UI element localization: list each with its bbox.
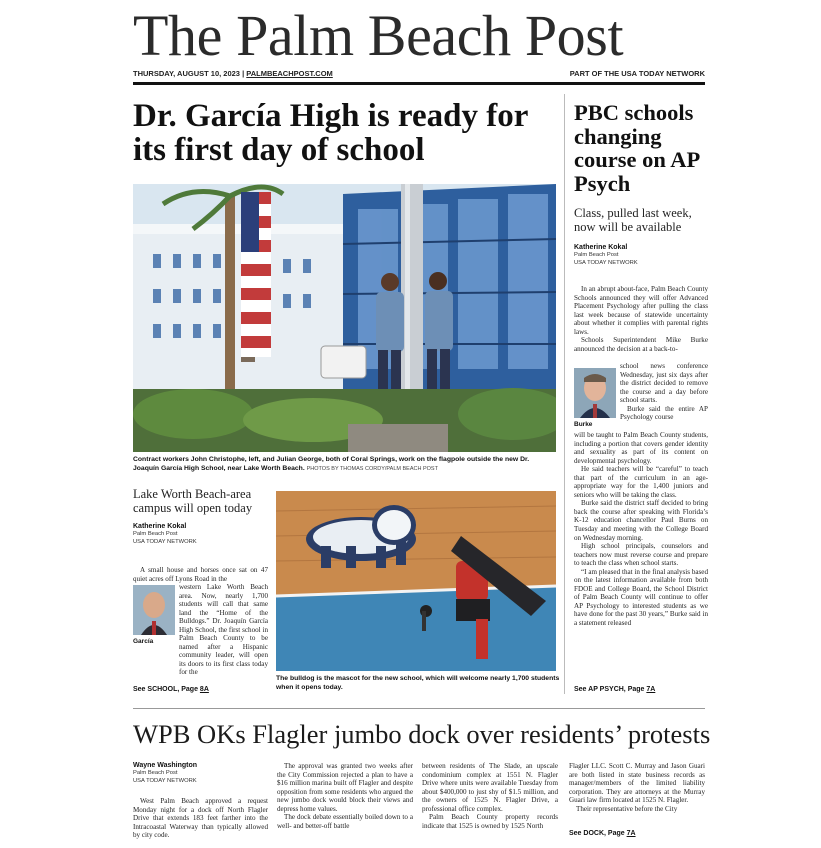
main-body-wrap: [179, 583, 268, 677]
side-body-p4: He said teachers will be “careful” to teach that part of the curriculum in an age-appropriate way for the 1,400 juniors and seniors who will be taking the class.: [574, 465, 708, 499]
appsych-jump-label: See AP PSYCH, Page: [574, 686, 645, 693]
side-deck: Class, pulled last week, now will be available: [574, 206, 692, 234]
side-body-p7: “I am pleased that in the final analysis based on the latest information available from both FDOE and College Board, the School District of Palm Beach County will continue to offer AP Psychology to interested students as we have done for the past 30 years,” Burke said in a statement released: [574, 567, 708, 628]
network-label: PART OF THE USA TODAY NETWORK: [569, 69, 705, 78]
dock-jump[interactable]: [569, 830, 636, 837]
main-photo-caption-text: Contract workers John Christophe, left, and Julian George, both of Coral Springs, work on the flagpole outside the new Dr. Joaquín García High School, near Lake Worth Beach.: [133, 456, 530, 472]
main-headline: Dr. García High is ready for its first day of school: [133, 98, 528, 168]
bottom-headline: WPB OKs Flagler jumbo dock over residents’ protests: [133, 719, 711, 749]
garcia-mugshot: [133, 585, 175, 635]
appsych-jump-page[interactable]: 7A: [646, 686, 656, 693]
main-subhead: Lake Worth Beach-area campus will open today: [133, 487, 253, 515]
bottom-byline-network: USA TODAY NETWORK: [133, 778, 197, 784]
site-link[interactable]: PALMBEACHPOST.COM: [246, 69, 333, 78]
side-headline: PBC schools changing course on AP Psych: [574, 100, 700, 196]
side-body-top: [574, 285, 708, 353]
main-body-continued: western Lake Worth Beach area. Now, nearly 1,700 students will call that same land the “Home of the Bulldogs.” Dr. Joaquín García High School, the first school in Palm Beach County to be named after a Hispanic community leader, will open its doors to its first class today for the: [179, 583, 268, 677]
school-jump-page[interactable]: 8A: [199, 686, 209, 693]
masthead-title: The Palm Beach Post: [133, 3, 624, 68]
side-byline-name: Katherine Kokal: [574, 244, 628, 251]
dock-jump-label: See DOCK, Page: [569, 830, 625, 837]
burke-mug-name: Burke: [574, 421, 593, 428]
bottom-col-2b: The dock debate essentially boiled down to a well- and better-off battle: [277, 813, 413, 830]
bulldog-photo-caption: The bulldog is the mascot for the new school, which will welcome nearly 1,700 students when it opens today.: [276, 675, 560, 691]
main-photo-caption: [133, 455, 556, 474]
bottom-col-2a: The approval was granted two weeks after the City Commission rejected a plan to have a $16 million marina built off Flagler and despite opposition from some residents who argued the new jumbo dock would block their views and depress home values.: [277, 762, 413, 813]
issue-date: THURSDAY, AUGUST 10, 2023: [133, 69, 240, 78]
side-byline-org: Palm Beach Post: [574, 252, 619, 258]
burke-portrait: [574, 368, 616, 418]
side-body-p1: In an abrupt about-face, Palm Beach County Schools announced they will offer Advanced Placement Psychology after pulling the class last week because of statewide uncertainty about whether it complies with parental rights laws.: [574, 285, 708, 336]
bottom-col-1: [133, 797, 268, 840]
side-body-bottom: [574, 431, 708, 628]
side-body-p5: Burke said the district staff decided to bring back the course after speaking with Florida’s K-12 education chancellor Paul Burns on Tuesday and meeting with the College Board on Wednesday morning.: [574, 499, 708, 542]
bottom-col-2: [277, 762, 413, 830]
masthead-rule: [133, 82, 705, 85]
dateline: [133, 69, 333, 78]
bottom-col-3b: Palm Beach County property records indicate that 1525 is owned by 1525 North: [422, 813, 558, 830]
main-photo-credit: PHOTOS BY THOMAS CORDY/PALM BEACH POST: [306, 466, 438, 472]
main-byline-name: Katherine Kokal: [133, 523, 187, 530]
bottom-rule: [133, 708, 705, 709]
bottom-col-3a: between residents of The Slade, an upscale condominium complex at 1551 N. Flagler Drive where units were available Tuesday from about $400,000 to just shy of $1.5 million, and the owners of 1525 N. Flagler Drive, a professional office complex.: [422, 762, 558, 813]
main-body-top: [133, 566, 268, 583]
main-photo: [133, 184, 556, 452]
dateline-separator: |: [242, 69, 245, 78]
bottom-col-1-text: West Palm Beach approved a request Monday night for a dock off North Flagler Drive that extends 183 feet farther into the Intracoastal Waterway than typically allowed by city code.: [133, 797, 268, 840]
main-byline: [133, 523, 268, 546]
bottom-byline-name: Wayne Washington: [133, 762, 198, 769]
bottom-col-4a: Flagler LLC. Scott C. Murray and Jason Guari are both listed in state business records as manager/members of the limited liability corporation. They are attorneys at the Murray Guari law firm located at 1525 N. Flagler.: [569, 762, 705, 805]
burke-mugshot: [574, 368, 616, 418]
side-body-p2b: school news conference Wednesday, just six days after the district decided to remove the course and a day before school starts.: [620, 362, 708, 405]
bulldog-photo: [276, 491, 556, 671]
main-byline-org: Palm Beach Post: [133, 531, 178, 537]
side-body-p3a: Burke said the entire AP Psychology course: [620, 404, 708, 422]
side-body-p6: High school principals, counselors and teachers now must reverse course and prepare to teach the class when school starts.: [574, 542, 708, 568]
bottom-byline-org: Palm Beach Post: [133, 770, 178, 776]
garcia-portrait: [133, 585, 175, 635]
garcia-mug-name: García: [133, 638, 154, 645]
side-body-p2a: Schools Superintendent Mike Burke announced the decision at a back-to-: [574, 336, 708, 353]
bottom-col-4b: Their representative before the City: [576, 804, 678, 813]
side-body-wrap: [620, 362, 708, 422]
flagpole-photo-illustration: [133, 184, 556, 452]
bulldog-mascot-illustration: [276, 491, 556, 671]
bottom-col-4: [569, 762, 705, 813]
appsych-jump[interactable]: [574, 686, 655, 693]
dock-jump-page[interactable]: 7A: [626, 830, 636, 837]
side-byline-network: USA TODAY NETWORK: [574, 260, 638, 266]
main-body-lead: A small house and horses once sat on 47 quiet acres off Lyons Road in the: [133, 566, 268, 583]
side-body-p3b: will be taught to Palm Beach County students, including a portion that covers gender identity and sexuality as part of its content on developmental psychology.: [574, 431, 708, 465]
bottom-byline: [133, 762, 268, 785]
school-jump-label: See SCHOOL, Page: [133, 686, 198, 693]
column-divider: [564, 94, 565, 694]
school-jump[interactable]: [133, 686, 209, 693]
bottom-col-3: [422, 762, 558, 830]
side-byline: [574, 244, 709, 267]
main-byline-network: USA TODAY NETWORK: [133, 539, 197, 545]
